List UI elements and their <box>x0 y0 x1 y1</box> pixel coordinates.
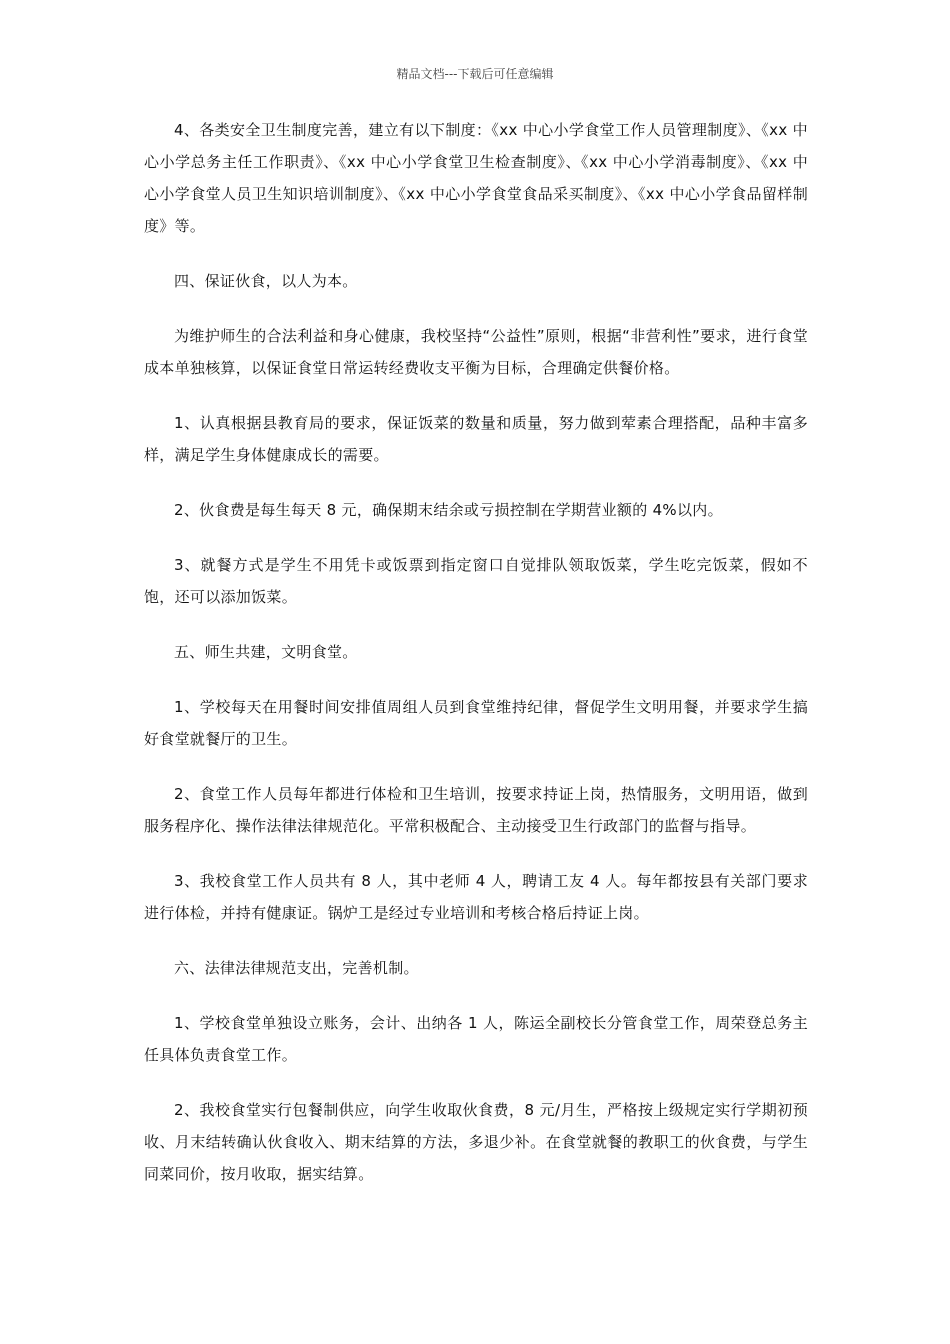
paragraph-dining-method: 3、就餐方式是学生不用凭卡或饭票到指定窗口自觉排队领取饭菜，学生吃完饭菜，假如不饱，还可以添加饭菜。 <box>144 556 808 606</box>
paragraph-safety-rules: 4、各类安全卫生制度完善，建立有以下制度：《xx 中心小学食堂工作人员管理制度》、《xx 中心小学总务主任工作职责》、《xx 中心小学食堂卫生检查制度》、《xx 中心小学消毒制度》、《xx 中心小学食堂人员卫生知识培训制度》、《xx 中心小学食堂食品采买制度》、《xx 中心小学食品留样制度》等。 <box>144 121 808 235</box>
document-body <box>144 114 808 1213</box>
paragraph-accounts: 1、学校食堂单独设立账务，会计、出纳各 1 人，陈运全副校长分管食堂工作，周荣登总务主任具体负责食堂工作。 <box>144 1014 808 1064</box>
paragraph-principle: 为维护师生的合法利益和身心健康，我校坚持“公益性”原则，根据“非营利性”要求，进行食堂成本单独核算，以保证食堂日常运转经费收支平衡为目标，合理确定供餐价格。 <box>144 327 808 377</box>
section-heading-six: 六、法律法律规范支出，完善机制。 <box>174 959 419 977</box>
paragraph-meal-quality: 1、认真根据县教育局的要求，保证饭菜的数量和质量，努力做到荤素合理搭配，品种丰富多样，满足学生身体健康成长的需要。 <box>144 414 808 464</box>
paragraph-staff-training: 2、食堂工作人员每年都进行体检和卫生培训，按要求持证上岗，热情服务，文明用语，做到服务程序化、操作法律法律规范化。平常积极配合、主动接受卫生行政部门的监督与指导。 <box>144 785 808 835</box>
page-header: 精品文档---下载后可任意编辑 <box>396 67 554 81</box>
section-heading-four: 四、保证伙食，以人为本。 <box>174 272 358 290</box>
paragraph-meal-plan: 2、我校食堂实行包餐制供应，向学生收取伙食费，8 元/月生，严格按上级规定实行学期初预收、月末结转确认伙食收入、期末结算的方法，多退少补。在食堂就餐的教职工的伙食费，与学生同菜同价，按月收取，据实结算。 <box>144 1101 808 1183</box>
paragraph-staff-count: 3、我校食堂工作人员共有 8 人，其中老师 4 人，聘请工友 4 人。每年都按县有关部门要求进行体检，并持有健康证。锅炉工是经过专业培训和考核合格后持证上岗。 <box>144 872 808 922</box>
section-heading-five: 五、师生共建，文明食堂。 <box>174 643 358 661</box>
paragraph-meal-fee: 2、伙食费是每生每天 8 元，确保期末结余或亏损控制在学期营业额的 4%以内。 <box>174 501 723 519</box>
paragraph-duty-staff: 1、学校每天在用餐时间安排值周组人员到食堂维持纪律，督促学生文明用餐，并要求学生搞好食堂就餐厅的卫生。 <box>144 698 808 748</box>
